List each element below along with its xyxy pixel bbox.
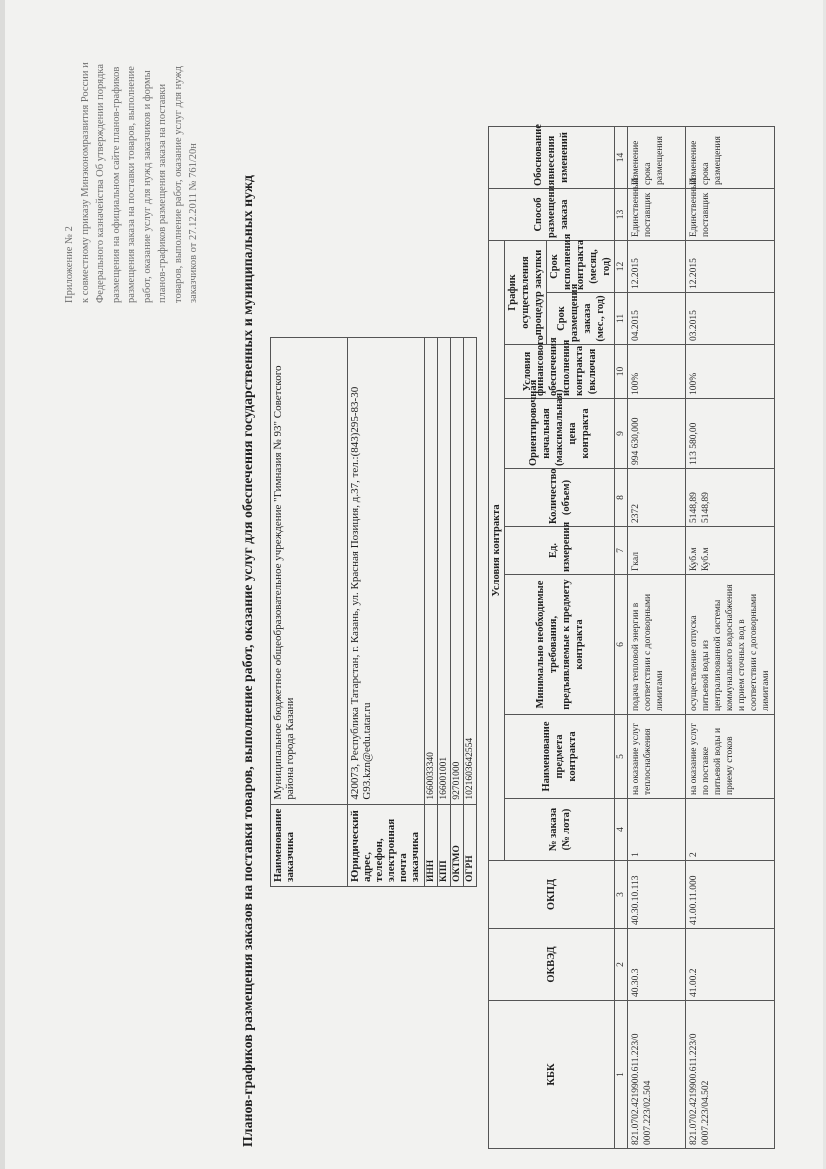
oktmo-value: 92701000	[451, 338, 464, 805]
header-price: Ориентировочная начальная (максимальная) цена контракта	[505, 399, 615, 469]
ogrn-value: 1021603642554	[464, 338, 477, 805]
cell-justification: Изменение срока размещения	[686, 127, 775, 189]
appendix-line: к совместному приказу Минэкономразвития России и	[79, 62, 91, 303]
appendix-note	[62, 3, 202, 303]
table-row	[628, 127, 686, 1149]
cell-method: Единственный поставщик	[686, 189, 775, 241]
appendix-line: размещения заказа на поставки товаров, выполнение	[126, 66, 137, 303]
cell-okved: 41.00.2	[686, 929, 775, 1001]
header-okved: ОКВЭД	[489, 929, 615, 1001]
cell-okdp: 41.00.11.000	[686, 861, 775, 929]
kpp-label: КПП	[438, 804, 451, 886]
inn-value: 1660033340	[425, 338, 438, 805]
kpp-value: 166001001	[438, 338, 451, 805]
column-number: 13	[615, 189, 628, 241]
cell-placement-term: 03.2015	[686, 293, 775, 345]
customer-address-value: 420073, Республика Татарстан, г. Казань, ул. Красная Позиция, д.37, тел.:(843)295-83-30 G93.kzn@edu.tatar.ru	[348, 338, 425, 805]
cell-subject: на оказание услуг теплоснабжения	[628, 715, 686, 799]
procurement-schedule-table	[488, 126, 775, 1149]
column-number: 9	[615, 399, 628, 469]
header-requirements: Минимально необходимые требования, предъявляемые к предмету контракта	[505, 575, 615, 715]
cell-execution-term: 12.2015	[686, 241, 775, 293]
header-unit: Ед. измерения	[505, 527, 615, 575]
column-number: 4	[615, 799, 628, 861]
cell-unit: Куб.м Куб.м	[686, 527, 775, 575]
header-placement-term: Срок размещения заказа (мес., год)	[547, 293, 615, 345]
column-number: 6	[615, 575, 628, 715]
header-contract-conditions: Условия контракта	[489, 241, 505, 861]
cell-method: Единственный поставщик	[628, 189, 686, 241]
oktmo-label: ОКТМО	[451, 804, 464, 886]
header-okdp: ОКПД	[489, 861, 615, 929]
appendix-line: Федерального казначейства Об утверждении порядка	[95, 64, 106, 303]
cell-quantity: 2372	[628, 469, 686, 527]
appendix-line: Приложение № 2	[64, 226, 75, 303]
column-number: 3	[615, 861, 628, 929]
header-execution-term: Срок исполнения контракта (месяц, год)	[547, 241, 615, 293]
cell-justification: Изменение срока размещения	[628, 127, 686, 189]
cell-order-no: 2	[686, 799, 775, 861]
cell-okved: 40.30.3	[628, 929, 686, 1001]
cell-quantity: 5148,89 5148,89	[686, 469, 775, 527]
cell-execution-term: 12.2015	[628, 241, 686, 293]
appendix-line: заказчиков от 27.12.2011 № 761/20н	[188, 143, 199, 303]
cell-subject: на оказание услуг по поставке питьевой воды и приему стоков	[686, 715, 775, 799]
customer-address-label: Юридический адрес, телефон, электронная почта заказчика	[348, 804, 425, 886]
cell-requirements: осуществление отпуска питьевой воды из централизованной системы коммунального водоснабжения и прием сточных вод в соответствии с договорными лимитами	[686, 575, 775, 715]
cell-placement-term: 04.2015	[628, 293, 686, 345]
cell-price: 113 580,00	[686, 399, 775, 469]
cell-okdp: 40.30.10.113	[628, 861, 686, 929]
table-row	[686, 127, 775, 1149]
header-schedule: График осуществления процедур закупки	[505, 241, 547, 345]
header-subject: Наименование предмета контракта	[505, 715, 615, 799]
column-number: 12	[615, 241, 628, 293]
document-title: Планов-графиков размещения заказов на поставки товаров, выполнение работ, оказание услуг для обеспечения государственных и муниципальных нужд	[240, 175, 255, 1147]
column-number: 5	[615, 715, 628, 799]
header-method: Способ размещения заказа	[489, 189, 615, 241]
cell-kbk: 821.0702.4219900.611.223/0 0007.223/04.502	[686, 1001, 775, 1149]
ogrn-label: ОГРН	[464, 804, 477, 886]
customer-name-value: Муниципальное бюджетное общеобразовательное учреждение "Гимназия № 93" Советского района города Казани	[271, 338, 348, 805]
header-order-no: № заказа (№ лота)	[505, 799, 615, 861]
column-number: 10	[615, 345, 628, 399]
cell-requirements: подача тепловой энергии в соответствии с договорными лимитами	[628, 575, 686, 715]
cell-financing: 100%	[686, 345, 775, 399]
appendix-line: планов-графиков размещения заказа на поставки	[157, 83, 168, 303]
cell-kbk: 821.0702.4219900.611.223/0 0007.223/02.504	[628, 1001, 686, 1149]
header-kbk: КБК	[489, 1001, 615, 1149]
column-number: 7	[615, 527, 628, 575]
header-quantity: Количество (объем)	[505, 469, 615, 527]
appendix-line: размещения на официальном сайте планов-графиков	[110, 66, 122, 303]
column-number: 14	[615, 127, 628, 189]
header-justification: Обоснование внесения изменений	[489, 127, 615, 189]
header-financing: Условия финансового обеспечения исполнения контракта (включая	[505, 345, 615, 399]
cell-order-no: 1	[628, 799, 686, 861]
inn-label: ИНН	[425, 804, 438, 886]
column-number-row	[615, 127, 628, 1149]
column-number: 8	[615, 469, 628, 527]
cell-financing: 100%	[628, 345, 686, 399]
appendix-line: работ, оказание услуг для нужд заказчиков и формы	[141, 70, 153, 303]
cell-unit: Гкал	[628, 527, 686, 575]
column-number: 11	[615, 293, 628, 345]
column-number: 2	[615, 929, 628, 1001]
customer-name-label: Наименование заказчика	[271, 804, 348, 886]
appendix-line: товаров, выполнение работ, оказание услуг для нужд	[172, 66, 184, 303]
column-number: 1	[615, 1001, 628, 1149]
cell-price: 994 630,000	[628, 399, 686, 469]
customer-info-table	[270, 337, 477, 887]
